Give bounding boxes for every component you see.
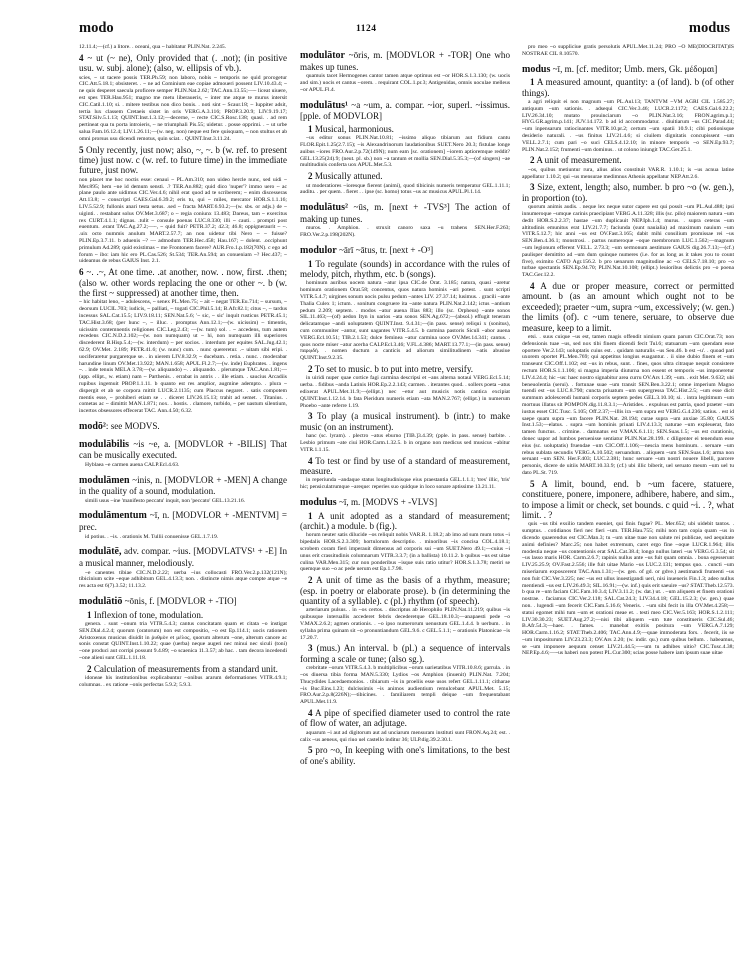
citation-block: ~e canentes tibiae CIC.N.D.2.22; uerba ~ius collocasti FRO.Ver.2.p.132(121N); tibicinium scite ~eque adhibitum GEL.4.13.3; non. . distincte nimis atque compte atque ~e res acta est 6(7).3.52; 11.13.2. xyxy=(79,569,287,590)
entry-head xyxy=(79,421,287,433)
sense-definition xyxy=(300,124,510,134)
sense-text: A pipe of specified diameter used to control the rate of flow of water, an adjutage. xyxy=(300,707,510,729)
sense-text: pro ~o, In keeping with one's limitations, to the best of one's ability. xyxy=(300,745,510,766)
headword: modulātus² xyxy=(300,202,349,214)
entry-head xyxy=(300,497,510,509)
citation-block: pro meo ~o suppliciue gratis persolutis APUL.Met.11.24; PRO ~O ME(DIOCRITAT)IS NOSTRAE CIL 8.10570. xyxy=(522,44,734,57)
citation-block: ~ hic habitat leno, ~ adulescens, ~ senex PL.Men.75; ~ ait ~ negat TER.Eu.714; ~ sursum, ~ deorsum LUCIL.703; iudicis, ~ palliati, ~ togati CIC.Phil.5.14; B.Afr.82.1; citus ~, ~ tardus incessus SAL.Cat.15.5; LIV.9.18.11; SEN.Nat.5.6; '~ sic, ~ sic' inquit rusticus PETR.45.1; TAC.Hist.3.68; (per hunc ~, ~ illuc. . promptus Ann.12.1;—(w. uicissim) ~ timentis, uicissim contemnentis religiones CIC.Leg.2.43; —(w. tum) sol. . ~ accedens, tum autem recedens CIC.N.D.2.102;—(w. non numquam) ut ~ hi, non numquam illi superiores discederent B.Hisp.5.4;—(w. interdum) ~ per socios. . interdum per equites SAL.Jug.42.1; 62.9; OV.Met. 2.189; PETR.41.6; (w. nunc) cum. . nunc quereretur. .~ uitam sibi eripi. . uociferaretur purgaretque se. . in uierem LIV.8.32.9; ~ ducebam. . retia. . nunc. . moderabar harundine linum OV.Met.13.922; MAN.1.658; APUL.Fl.2.7;—(w. inde) Euphrates. . ingens ~. . inde tenuis MELA 3.78;—(w. aliquando) ~. . aliquando. . plerumque TAC.Ann.1.81;—(app. ellipt., w. etiam) nam ~ Parthenis. . errabat in antris . . ille etiam. . saucius Arcadiis rupibus ingemuit PROP.1.1.11. b quanto est res amplior, augmine adempto. . plura ~ dispergit et ab se corpora mittit LUCR.2.1135; cum Placcus negaret. . satis compotem mentis esse, ~ prohiberi etiam se . . diceret LIV.26.15.13; trahit ad semet. . Titanius. . cometas ac ~ dimittit MAN.1.871; nox. . hostis. . clamore, turbido, ~ per uastum silentium, incertos obsessores effecerat TAC. Ann.4.50; 6.32. xyxy=(79,299,287,415)
sense-number: 2 xyxy=(530,155,535,166)
column-1 xyxy=(79,44,287,691)
sense-number: 5 xyxy=(79,144,84,155)
entry-head xyxy=(79,510,287,532)
left-guide-word: modo xyxy=(79,20,114,36)
sense-number: 1 xyxy=(530,77,535,88)
headword: modulāmentum xyxy=(79,510,147,522)
headword: modulus xyxy=(300,496,337,508)
citation-block: ~os, quibus metiuntur rura, alius alios constituit VAR.R. 1.10.1; is ~us acnua latine appellatur 1.10.2; qui ~us mensurae medimnus Athenis appellatur NEP.Att.2.6. xyxy=(522,166,734,180)
column-2 xyxy=(300,44,510,767)
entry-etymology-and-gloss: ~ī, n. [MODVLOR + -MENTVM] = prec. xyxy=(79,510,287,533)
sense-number: 1 xyxy=(308,258,313,269)
sense-text: (mus.) An interval. b (pl.) a sequence of intervals forming a scale or tune; (also sg.). xyxy=(300,643,510,664)
citation-block: in reperiunda ~andaque status longitudinisque eius praestantia GEL.1.1.1; 'tres' illic, 'tris' hic; pensiculatrumque ~areque: reperies suo quidque in loco sonare aptissime 13.21.11. xyxy=(300,477,510,491)
sense-definition xyxy=(522,77,734,98)
citation-block: Hyblaea ~e carmen auena CALP.Ecl.4.63. xyxy=(85,461,180,468)
sense-text: Musical, harmonious. xyxy=(312,123,394,134)
sense-definition xyxy=(300,511,510,532)
citation-block: aquarum ~i aut ad digitorum aut ad unciarum mensuram instituti sunt FRON.Aq.24; est. . calix ~us aeneus, qui riuo uel castello inditur 36; ULP.dig.39.2.30.1. xyxy=(300,729,510,743)
citation-block: quorum animis audis. . neque lex neque sutor capere est qui possit ~um PL.Aul.488; ipsi innumeroque ~umque carinis praecipiant VERG.A.11.328; illis (sc. pilo) maiorem natura ~um dedit HOR.S.2.2.37; hastae ~um duplicauit NEP.Iph.1.4; murus. . supra ceteras ~um altitudinis emunitus erat LIV.21.7.7; faciunda (sunt nauialia) ad maximum nauium ~um VITR.5.12.7; hic anni ~us est OV.Fast.3.165; dabit mihi consilium promissae rei ~us SEN.Ben.4.36.1; monstrosi. . partus numeroque ~oque membrorum LUC.1.562;—magnum ~um legionum efferent VELL. 2.73.3; ~um sermonum aestimare GAIUS dig.26.7.13;—(cf.) paulisper demittito ad ~um dum quinque numeres (i.e. for as long as it takes you to count five), eximito CATO Agr.156.2. b pro uenarum magnitudine ac ~o CELS.7.18.10; pro ~o turbae spectantis SEN.Ep.94.70; PLIN.Nat.10.108; (ellipt.) leuioribus delictis pro ~o poena TAC.Ger.12.2. xyxy=(522,204,734,279)
sense-definition xyxy=(79,53,287,74)
sense-definition xyxy=(300,708,510,729)
dictionary-entry xyxy=(300,497,510,509)
sense-definition xyxy=(300,456,510,477)
citation-block: ut moderatiores ~ioresque fierent (animi), quod tibicinis numeris temperatur GEL.1.11.1; auditu. . per quem. . fieret . . ipse (sc. homo) totus ~us ac musicus APUL.Pl.1.14. xyxy=(300,182,510,196)
sense-definition xyxy=(522,281,734,333)
column-3 xyxy=(522,44,734,659)
entry-etymology-and-gloss: ~inis, n. [MODVLOR + -MEN] A change in the quality of a sound, modulation. xyxy=(79,474,287,497)
entry-head xyxy=(300,202,510,224)
sense-definition xyxy=(300,259,510,280)
headword: modō² xyxy=(79,420,106,432)
entry-etymology-and-gloss: ~is ~e, a. [MODVLOR + -BILIS] That can be musically executed. xyxy=(79,438,287,461)
entry-etymology-and-gloss: ~ōnis, f. [MODVLOR + -TIO] xyxy=(122,596,237,607)
sense-number: 3 xyxy=(530,182,535,193)
citation-block: etsi. . suus cuique ~us est, tamen magis offendit nimium quam parum CIC.Orat.73; non defensionis tuae ~us, sed nox tibi finem dicendi fecit Tul.6; statuarum ~um quendam esse oportere Ver.2.143; uoluptatis cuius est. . quidam naturalis ~us Sen.46. b est ~u'. . quoad pati uxorem oportet PL.Men.769; qui appetitus longius euagantur. . ii sine dubio finem et ~um transeunt CIC.Off.1.102; est ~us in rebus, sunt. . fines, quos ultra citraque nequit consistere rectum HOR.S.1.1.106; si magna imperia diuturna non essent et temporis ~us imponeretur LIV.4.24.4; hic ~us: haec nostro signabitur area curru OV.Ars 1.39; ~um. . exit Met. 9.632; ubi beneuolentia (serui). . fortunae suae ~um transit SEN.Ben.3.22.1; omne imperium Magno tuendi est ~us LUC.8.790; cuncta priuatum ~um supergressa TAC.Hist.2.5; ~um esse dicit summum adolescendi humani corporis septem pedes GEL.3.10.10; si. . intra legitimum ~um mortuus illatus sit POMPON.dig.11.8.3.1;—Aristides. . expulsus est patria, quod praeter ~um iustus esset CIC.Tusc. 5.105; Off.2.37;—illis ira ~um supra est VERG.G.4.236; satius. . est id saepe quam supra ~um facere PLIN.Nat. 28.194; curae supra ~um anxiae 35.80; GAIUS Inst.1.53;—elatus. . supra ~um hominis priuati LIV.4.13.3; naturae ~um expleuerat, fato tamen functus. . crimine. . damnatus est V.MAX.6.1.11; SEN.Suas.1.5; ~us est curationis, donec uapor ad lumbos peruenisse sentiatur PLIN.Nat.28.199. c diligenter ei tenendum esse eius (sc. uoluptatis) fruendae ~um CIC.Off.1.106;—nescia mens hominum. . seruare ~um rebus sublata secundis VERG.A.10.502; seruandum. . aliquem ~um SEN.Suas.1.6; arma non seruant ~um SEN. Her.F.403; LUC.2.381; hunc seruare ~um nostri nouere libelli, parcere personis, dicere de uitiis MART.10.33.9; (cf.) ubi illic biberit, uel seruato meum ~um uel tu dato PL.St. 719. xyxy=(522,333,734,476)
sense-number: 1 xyxy=(87,609,92,620)
entry-etymology-and-gloss: ~ūs, m. [next + -TVS³] The action of making up tunes. xyxy=(300,202,510,224)
entry-etymology-and-gloss: ~a ~um, a. compar. ~ior, superl. ~issimus. [pple. of MODVLOR] xyxy=(300,99,510,122)
sense-number: 6 xyxy=(79,267,84,278)
sense-definition xyxy=(300,411,510,432)
headword: modulor xyxy=(300,244,337,256)
dictionary-entry xyxy=(522,64,734,76)
headword: modulātor xyxy=(300,50,345,61)
sense-text: Musically attuned. xyxy=(312,171,383,182)
citation-block: ~us editur sonus PLIN.Nat.10.81; ~issimo aliquo tibiarum aut fidium cantu FLOR.Epit.1.25(2.7.15); ~is Alexandrinorum laudationibus SUET.Nero 20.3; fistulae longe auibus ~iores FRO.Aur.2.p.72(149N); num eam [sc. orationem] ~iorem aptioremque reddit? GEL.13.25(24).9; (neut. pl. sb.) non ~a tantum et mollia SEN.Dial.5.35.3;—(of singers) ~ae multitudinis conferta uox APUL.Met.5.3. xyxy=(300,135,510,169)
entry-etymology-and-gloss: : see MODVS. xyxy=(105,420,160,431)
dictionary-entry xyxy=(79,596,287,608)
sense-number: 3 xyxy=(308,643,313,654)
entry-head xyxy=(79,475,287,497)
citation-block: simili usus ~ine 'manifesto peccatu' inquit, non 'peccato' GEL.13.21.16. xyxy=(85,497,246,504)
citation-block: quamuis tacet Hermogenes cantor tamen atque optimus est ~or HOR.S.1.3.130; (w. uocis and sim.) uocis et cantus ~orem. . requirant COL.1.pr.3; Antigenidas, omnis uoculae melleus ~or APUL.Fl.4. xyxy=(300,73,510,93)
citation-block: 12.11.4;—(cf.) a litore. . oceani, qua ~ habitatur PLIN.Nat. 2.245. xyxy=(79,44,227,50)
sense-definition xyxy=(300,643,510,664)
sense-text: To play (a musical instrument). b (intr.) to make music (on an instrument). xyxy=(300,411,510,432)
citation-block: muros. . Amphion. . struxit canoro saxa ~u trahens SEN.Her.F.263; FRO.Ver.2.p.198(202N). xyxy=(300,225,510,239)
sense-text: A unit adopted as a standard of measurement; (archit.) a module. b (fig.). xyxy=(300,510,510,531)
sense-number: 1 xyxy=(308,123,313,134)
entry-head xyxy=(522,64,734,76)
entry-head xyxy=(300,50,510,72)
entry-etymology-and-gloss: ~ārī ~ātus, tr. [next + -O³] xyxy=(336,244,434,255)
dictionary-entry xyxy=(300,50,510,72)
dictionary-entry xyxy=(300,100,510,122)
citation-block: scies, ~ ut tacere possis TER.Ph.59; non laboro, nobis ~ temporis ne quid prorogetur CIC.Att.5.18.1; obsisteret. . ~ ne ad Cominium eae copiae admoueri possent LIV.10.43.4; ~ ne quis desperet saecula proficere semper PLIN.Nat.2.62; TAC.Ann.13.55;—~ liceat uiuere, est spes TER.Hau.951; magno me metu liberaueris, ~ inter me atque te murus intersit CIC.Catil.1.10; si. . mitere testibus non dico bonis. . noti sint ~ Scaur.18; ~ Iuppiter adsit, tertia lux classem Cretaeis sistet in oris VERG.A.3.116; PROP.3.20.9; LIV.9.19.17; STAT.Silv.5.1.13; QUINT.Inst.1.3.12;—decerne, ~ recte CIC.S.Rosc.138; quasi. . ad rem pertineat qua tu porta introieris, ~ ne triumphali Pis.55; uidetur. . posse opprimi. . ~ ut urbe salua Fam.16.12.4; LIV.1.26.11;—(w. neg. non) neque est fere quisquam, ~ non stultus et ab omni prorsus usu dicendi remotus, quin sciat. . QUINT.Inst.3.11.24. xyxy=(79,74,287,142)
entry-head xyxy=(79,596,287,608)
sense-number: 2 xyxy=(308,575,313,586)
sense-definition xyxy=(79,145,287,176)
entry-etymology-and-gloss: adv. compar. ~ius. [MODVLATVS¹ + -E] In a musical manner, melodiously. xyxy=(79,546,287,569)
sense-definition xyxy=(300,171,510,181)
dictionary-entry xyxy=(79,510,287,532)
entry-etymology-and-gloss: ~ōris, m. [MODVLOR + -TOR] One who makes up tunes. xyxy=(300,50,510,72)
sense-text: ~ ut (~ ne), Only provided that (. .not); (in positive usu. w. subj. alone); (also, w. ellipsis of vb.). xyxy=(79,52,287,74)
sense-number: 5 xyxy=(308,745,313,756)
entry-head xyxy=(300,245,510,257)
headword: modulātus¹ xyxy=(300,99,349,111)
entry-head xyxy=(79,439,287,461)
citation-block: in uiridi nuper quae cortice fagi carmina descripsi et ~ans alterna notaui VERG.Ecl.5.14; uerba. . fidibus ~anda Latinis HOR.Ep.2.2.143; carmen. . iterantes quod. . sollers poeta ~atus edixerat APUL.Met.11.9;—(ellipt.) nec ~etur aut musicis notis cantica excipiat QUINT.Inst.1.12.14. b fata Pieridum numeris etiam ~ata MAN.2.767; (ellipt.) in numerum Phoebo ~ante referre 1.19. xyxy=(300,375,510,409)
sense-number: 1 xyxy=(308,510,313,521)
sense-text: A unit of measurement. xyxy=(534,155,622,166)
headword: modulātē, xyxy=(79,546,122,558)
headword: modulātiō xyxy=(79,596,123,608)
sense-number: 2 xyxy=(308,171,313,182)
page-header xyxy=(0,20,750,42)
citation-block: genera. . sunt ~onum tria VITR.5.4.3; cantus concitatam quam et citata ~o instigat SEN.Dial.4.2.4; quorum (oratorum) non est compositio, ~o est Ep.114.1; uocis rationem Aristoxenus musicus diuidit in ῥυθμὸν et μέλος, quorum alterum ~one, alterum canore ac sonis constat QUINT.Inst.1.10.22; quae (uerba) neque augeri nec minui nec siculi (toni) ~one produci aut corripi possunt 9.4.89; ~o scaenica 11.3.57; ab hac. . tam decora incedendi ~one alieni sunt GEL.1.11.18. xyxy=(79,621,287,662)
sense-text: To test or find by use of a standard of measurement, measure. xyxy=(300,455,510,476)
sense-text: A due or proper measure, correct or permitted amount. b (as an amount which ought not to be exceeded); praeter ~um, supra ~um, excessively; (w. gen.) the limits (of). c ~um tenere, seruare, to observe due measure, keep to a limit. xyxy=(522,280,735,333)
sense-text: A limit, bound, end. b ~um facere, statuere, constituere, ponere, imponere, adhibere, habere, and sim., to impose a limit or check, set bounds. c quid ~i. . ?, what limit. . ? xyxy=(522,478,734,520)
sense-number: 5 xyxy=(530,478,535,489)
citation-block: arteriarum pulsus. . in ~os certos. . discriptus ab Herophilo PLIN.Nat.11.219; quibus ~is quibusque interuallis accederet febris decederetque GEL.18.10.3;—anapaesti pede ~o V.MAX.2.6.2; agmen orationis. . ~o ipso numerorum uenustum GEL.1.4.4. b uerbum. . in syllaba prima quinam sit ~o pronuntiandum GEL.9.6. c GEL.5.1.1; ~ orationis Platonicae ~is 17.20.7. xyxy=(300,607,510,641)
citation-block: a agri reliquit ei non magnum ~um PL.Aul.13; TANTVM ~VM AGRI CIL 1.585.27; antiquum ~um sationis. . adsequi CIC.Ver.3.46; LUCR.2.1172; CAES.Gal.6.22.2; LIV.26.34.10; mutato prouinciarum ~o PLIN.Nat.3.16; FRON.agrim.p.1; HYG.GR.agrim.p.141; JUV.14.172. b ad id accommodatur. . diuitiarum ~us CIC.Parad.44; ~um inpensarum ratiocinantes VITR.10.pr.2; certum ~um spatii 10.9.1; cibi potionisque desiderio naturali. . ~us finitus LIV.21.4.6; si ciuilem dignitatis concupissent ~um VELL.2.7.1; cum pari ~o suci CELS.4.12.10; in minore temporis ~o SEN.Ep.93.7; PLIN.Nat.2.152; frumenti ~um dominus. . ut colono iniungit TAC.Ger.25.1. xyxy=(522,99,734,153)
citation-block: quis ~us tibi exsilio tandem eueniet, qui finis fugae? PL. Mer.652; ubi uidebit tantos. . sumptus. . cotidianos fieri nec fieri ~um. TER.Hau.755; mihi non tam copia quam ~us in dicendo quaerendus est CIC.Man.3; tu ~um uitae tuae non salute rei publicae, sed aequitate animi definies? Marc.25; non habet extremum, caret ergo fine ~oque LUCR.1.964; illis modestia neque ~us contentionis erat SAL.Cat.38.4; longo nullus lateri ~us VERG.G.3.54; sit ~us lasso maris HOR. Carm.2.6.7; rapinis nullus ante ~us fuit quam omnia. . bona egesserunt LIV.25.25.9; OV.Fast.2.556; ille fuit uitae Mario ~us LUC.2.131; tempus quo. . cuncti ~um miseriarum exposcerent TAC.Ann.1.31;—(w. gen. of gd. or gdve.) aestimandi frumenti ~us non fuit CIC.Ver.3.225; nec ~us est ullus inuestigandi ueri, nisi inueneris Fin.1.3; adeo nullus mentiendi ~us est LIV.26.49.3; SIL.16.91;—(w. inf.) quis erit saeuire ~us? STAT.Theb.12.573. b qua re ~um faciam CIC.Fam.10.3.4; LIV.3.11.2; (w. dat.) ut. . ~um aliquem et finem orationi nostrae. . faciamus CIC.Ver.2.118; SAL.Cat.24.3; LIV.34.4.18; GEL.15.2.3; (w. gen.) quae non. . lugendi ~um fecerit CIC.Fam.5.16.6; Veneris. . ~um sibi fecit in illa OV.Met.4.258;—statui egomet mihi tum ~um et orationi meae et. . testi meo CIC.Ver.5.163; HOR.S.1.2.111; LIV.30.30.23; SUET.Aug.27.2;—nisi tibi aliquem ~um tute constitueris CIC.Sul.46; B.Afr.54.3;—haec. . fames. . manebat exitiis positura ~um VERG.A.7.129; HOR.Carm.1.16.2; STAT.Theb.2.406; TAC.Ann.4.9;—quae immoderata fors. . fecerit, iis se ~um impositurum LIV.23.23.3; OV.Ars 2.20; (w. indir. qu.) cum quibus bellum. . habeamus, se ~um imponere aequum censet LIV.21.44.5;—~um tu adhibes uitio? CIC.Tusc.4.38; NEP.Ep.4.6;—~us haberi non potest PL.Cur.300; scias posse habere iam ipsum suae uitae xyxy=(522,521,734,657)
citation-block: id potius. . ~is. . orationis M. Tullii conuenisse GEL.1.7.19. xyxy=(85,533,219,540)
sense-text: Inflexion of tone, modulation. xyxy=(91,609,204,620)
sense-number: 2 xyxy=(308,363,313,374)
citation-block: non placet me hoc noctis esse: cenaui ~ PL.Am.310; non uideo hercle nunc, sed uidi ~ Mer.895; hem ~ne id demum sensti. .? TER.An.882; quid dico 'nuper'? immo uero ~ ac plane paulo ante uidimus CIC.Ver.4.6; nihil erat quod ad te scriberem; ~ enim discesseras Att.13.8; ~ conscripti CAES.Gal.6.39.2; eris tu, qui ~ miles, mercator HOR.S.1.1.16; LIV.5.52.9; fullonis anari testa uetus. .sed ~ fracta MART.6.93.2;—(w. sbs. or adjs.) de ~ uiginti. . restabant solus OV.Met.3.687; o ~ regia coniunx 13.483; Dareus, tam ~ exercitus rex CURT.4.1.1; dignas. .tulit ~ consule poenas LUC.8.330; illi ~ cauti. . prompti post euentum. .erant TAC.Ag.27.2;—~, ~ quid fuit? PETR.37.2; 42.3; 46.8; oppigneraurit ~ ~. .uix octo nummis anulum MART.2.57.7; an non uidetur tibi Nero ~ ~ fuisse? PLIN.Ep.3.7.11. b aduenis ~? — admodum TER.Hec.458; Hau.167; ~ dolent. .occiphunt primulum Ad.289; quid existimas ~ me Frontonem facere? AUR.Fro.1.p.182(70N). c ego ad forum ~ ibo: iam hic ero PL.Cas.526; St.534; TER.An.594; an conueniam ~? Hec.437; ~ uideamus de rebus GAIUS Inst. 2.1. xyxy=(79,176,287,265)
sense-text: Only recently, just now; also, ~, ~. b (w. ref. to present time) just now. c (w. ref. to future time) in the immediate future, just now. xyxy=(79,144,287,176)
sense-text: Calculation of measurements from a standard unit. xyxy=(91,663,278,674)
sense-definition xyxy=(522,155,734,165)
dictionary-entry xyxy=(79,475,287,497)
sense-number: 4 xyxy=(308,707,313,718)
sense-text: ~. .~, At one time. .at another, now. . now, first. .then; (also w. other words replacing the one or other ~. b (w. the first ~ suppressed) at another time, then. xyxy=(79,267,287,298)
sense-text: A unit of time as the basis of a rhythm, measure; (esp. in poetry or elaborate prose). b (in determining the quantity of a syllable). c (pl.) rhythm (of speech). xyxy=(300,575,510,606)
citation-block: hanc (sc. lyram). . plectro ~atus eburno [TIB.]3.4.39; (pple. in pass. sense) barbite. . Lesbio primum ~ate ciui HOR.Carm.1.32.5. b in organo non medicus sed musicus ~abitur VITR.1.1.15. xyxy=(300,433,510,453)
headword: modulāmen xyxy=(79,474,130,486)
sense-definition xyxy=(522,479,734,521)
sense-number: 4 xyxy=(530,280,535,291)
dictionary-entry xyxy=(79,421,287,433)
right-guide-word: modus xyxy=(688,20,730,36)
sense-definition xyxy=(522,182,734,203)
sense-text: A measured amount, quantity: a (of land). b (of other things). xyxy=(522,77,734,98)
sense-number: 2 xyxy=(87,663,92,674)
sense-definition xyxy=(300,575,510,606)
citation-block: hominum auribus uocem natura ~atur ipsa CIC.de Orat. 3.185; natura, quasi ~aretur hominum orationem Orat.58; concentus, quos natura hominis ~ari potest. . sunt scripti VITR.5.4.7; uirgines sonum uocis pulsu pedum ~antes LIV. 27.37.14; lusimus. . gracili ~ante Thalia Culex 1; ictum. . sonitum congruere ita ~ante natura PLIN.Nat.2.142; ictus ~antium pedum 2.209; septem. . modos ~atur auena Ilias 883; illo (sc. Orpheus) ~ante sonos SIL.11.463;—(of) aedon Ityn in uarios ~ata sonos SEN.Ag.672;—(absol.) effugit teneram delicatamque ~andi uoluptatem QUINT.Inst. 9.4.31;—(in pass. sense) reliqui x (sonitus), cum communiter ~antur, sunt uagantes VITR.5.4.5. b carmina pastoris Siculi ~abor auena VERG.Ecl.10.51; TIB.2.1.53; dulce feminea ~atur carmina uoce OV.Met.14.341; cantus. . quos nocte miser ~atur acerba CALP.Ecl.3.46; V.FL.4.386; MART.13.77.1;—(in pass. sense) παρῳδή. . nomen ductum a canticis ad aliorum similitudinem ~atis abusiue QUINT.Inst.9.2.35. xyxy=(300,280,510,362)
headword: modus xyxy=(522,63,551,75)
sense-number: 3 xyxy=(308,411,313,422)
sense-text: To regulate (sounds) in accordance with the rules of melody, pitch, rhythm, etc. b (songs). xyxy=(300,258,510,279)
citation-block: crebritate ~orum VITR.5.4.3. b multiplicibus ~orum uarietatibus VITR.10.8.6; garrula. . in ~os diuersa tibia forma MAN.5.330; Lydios ~os Amphion (inuenit) PLIN.Nat. 7.204; Thucydides Lacedaemonios. . tibiarum ~is in proeliis esse usos refert GEL.1.11.1; citharae ~is Buc.Eins.1.23; dulcissimis ~is animos audientium remulcebant APUL.Met. 5.15; FRO.Aur.2.p.8(226N);—tibicines. . familiarem templi deique ~um frequentabant APUL.Met.11.9. xyxy=(300,665,510,706)
dictionary-entry xyxy=(300,245,510,257)
entry-head xyxy=(79,546,287,568)
sense-definition xyxy=(300,745,510,766)
entry-etymology-and-gloss: ~ī, m. [MODVS + -VLVS] xyxy=(336,496,438,507)
page-number: 1124 xyxy=(356,24,377,34)
sense-number: 4 xyxy=(79,52,84,63)
headword: modulābilis xyxy=(79,438,130,450)
sense-text: Size, extent, length; also, number. b pro ~o (w. gen.), in proportion (to). xyxy=(522,182,734,203)
dictionary-entry xyxy=(300,202,510,224)
dictionary-entry xyxy=(79,439,287,461)
sense-number: 4 xyxy=(308,455,313,466)
sense-definition xyxy=(79,610,287,620)
entry-etymology-and-gloss: ~ī, m. [cf. meditor; Umb. mers, Gk. μέδομαι] xyxy=(550,63,718,74)
sense-text: To set to music. b to put into metre, versify. xyxy=(312,363,474,374)
dictionary-entry xyxy=(79,546,287,568)
sense-definition xyxy=(300,364,510,374)
citation-block: idoneae his institutionibus explicabuntur ~onibus ararum deformationes VITR.4.9.1; columnas. . ex ratione ~onis perfectas 5.9.2; 5.9.3. xyxy=(79,675,287,689)
sense-definition xyxy=(79,267,287,298)
citation-block: horum neuter satis dilucide ~os reliquit nobis VAR.R. 1.18.2; ab imo ad sum mum totus ~i bipedalis HOR.S.2.3.309; hortulorum descriptio. . minoribus ~is concisa COL.4.18.1; scrobem coram fieri imperauit dimensus ad corporis sui ~um SUET.Nero 49.1;—cuius ~i unus erit crassitudinis columnarum VITR.3.3.7; (in a ballista) 10.11.2. b quibus ~us est uitae culina VAR.Men.315; cur non ponderibus ~isque suis ratio utitur? HOR.S.1.3.78; metiri se quemque suo ~o ac pede uerum est Ep.1.7.98. xyxy=(300,532,510,573)
sense-definition xyxy=(79,664,287,674)
entry-head xyxy=(300,100,510,122)
